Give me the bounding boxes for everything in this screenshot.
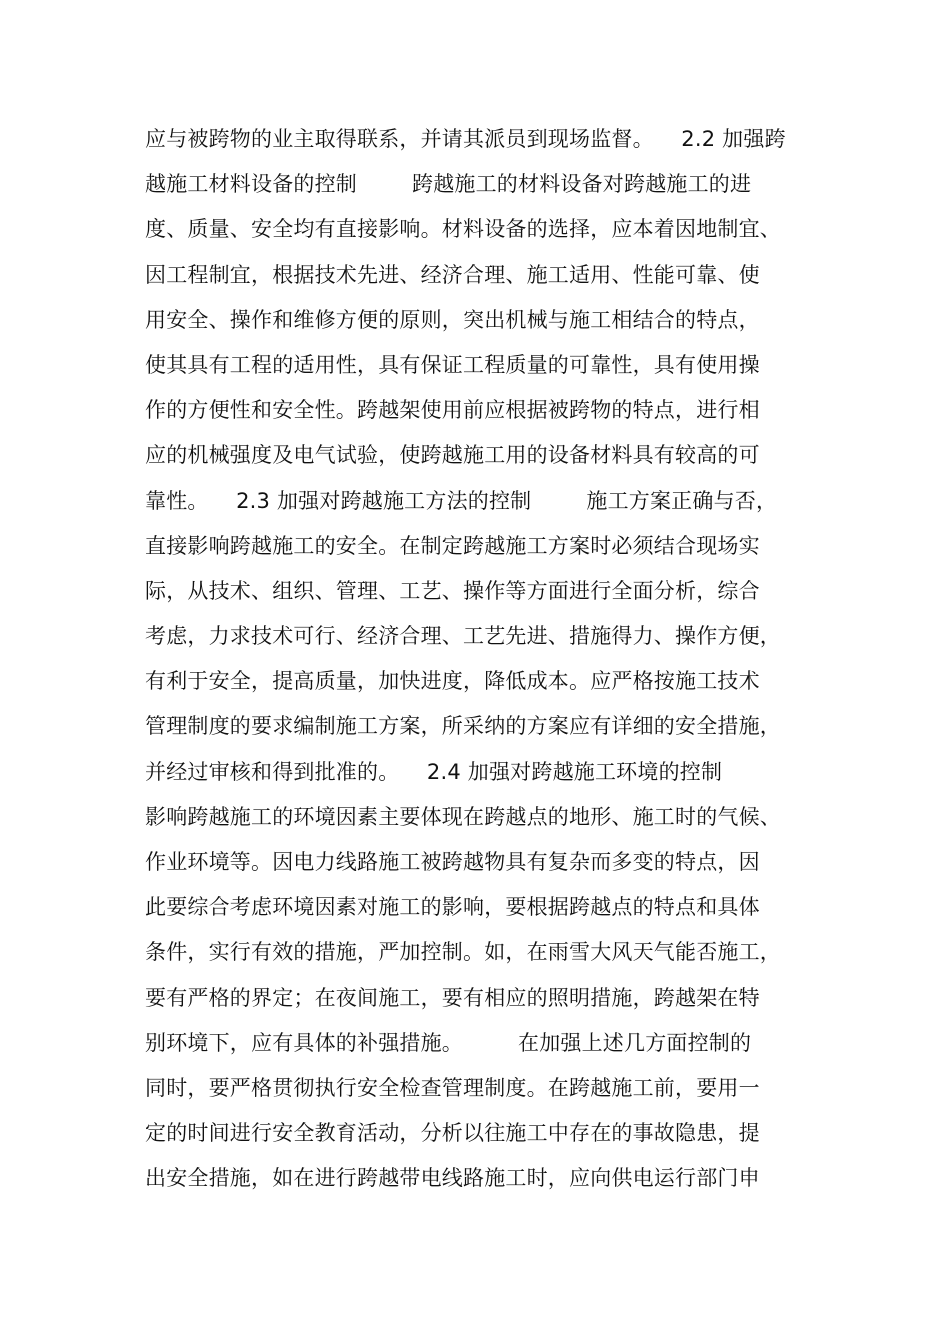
text-line: 此要综合考虑环境因素对施工的影响，要根据跨越点的特点和具体 — [145, 895, 760, 920]
text-line: 别环境下，应有具体的补强措施。 在加强上述几方面控制的 — [145, 1030, 752, 1055]
text-line: 考虑，力求技术可行、经济合理、工艺先进、措施得力、操作方便， — [145, 624, 781, 649]
text-line: 定的时间进行安全教育活动，分析以往施工中存在的事故隐患，提 — [145, 1121, 760, 1146]
text-line: 度、质量、安全均有直接影响。材料设备的选择，应本着因地制宜、 — [145, 217, 781, 242]
text-line: 际，从技术、组织、管理、工艺、操作等方面进行全面分析，综合 — [145, 578, 760, 603]
text-line: 用安全、操作和维修方便的原则，突出机械与施工相结合的特点， — [145, 307, 760, 332]
text-line: 管理制度的要求编制施工方案，所采纳的方案应有详细的安全措施， — [145, 714, 781, 739]
text-line: 影响跨越施工的环境因素主要体现在跨越点的地形、施工时的气候、 — [145, 804, 781, 829]
text-line: 条件，实行有效的措施，严加控制。如，在雨雪大风天气能否施工， — [145, 940, 781, 965]
text-line: 要有严格的界定；在夜间施工，要有相应的照明措施，跨越架在特 — [145, 985, 760, 1010]
text-line: 应与被跨物的业主取得联系，并请其派员到现场监督。 2.2 加强跨 — [145, 127, 786, 151]
text-line: 同时，要严格贯彻执行安全检查管理制度。在跨越施工前，要用一 — [145, 1075, 760, 1100]
text-line: 出安全措施，如在进行跨越带电线路施工时，应向供电运行部门申 — [145, 1166, 760, 1191]
text-line: 并经过审核和得到批准的。 2.4 加强对跨越施工环境的控制 — [145, 759, 723, 784]
text-line: 直接影响跨越施工的安全。在制定跨越施工方案时必须结合现场实 — [145, 533, 760, 558]
text-line: 靠性。 2.3 加强对跨越施工方法的控制 施工方案正确与否， — [145, 488, 778, 513]
text-line: 越施工材料设备的控制 跨越施工的材料设备对跨越施工的进 — [145, 172, 752, 197]
document-body — [145, 117, 825, 1202]
text-line: 使其具有工程的适用性，具有保证工程质量的可靠性，具有使用操 — [145, 352, 760, 377]
text-line: 有利于安全，提高质量，加快进度，降低成本。应严格按施工技术 — [145, 669, 760, 694]
text-line: 作的方便性和安全性。跨越架使用前应根据被跨物的特点，进行相 — [145, 398, 760, 423]
text-line: 因工程制宜，根据技术先进、经济合理、施工适用、性能可靠、使 — [145, 262, 760, 287]
text-line: 作业环境等。因电力线路施工被跨越物具有复杂而多变的特点，因 — [145, 850, 760, 874]
text-line: 应的机械强度及电气试验，使跨越施工用的设备材料具有较高的可 — [145, 443, 760, 468]
